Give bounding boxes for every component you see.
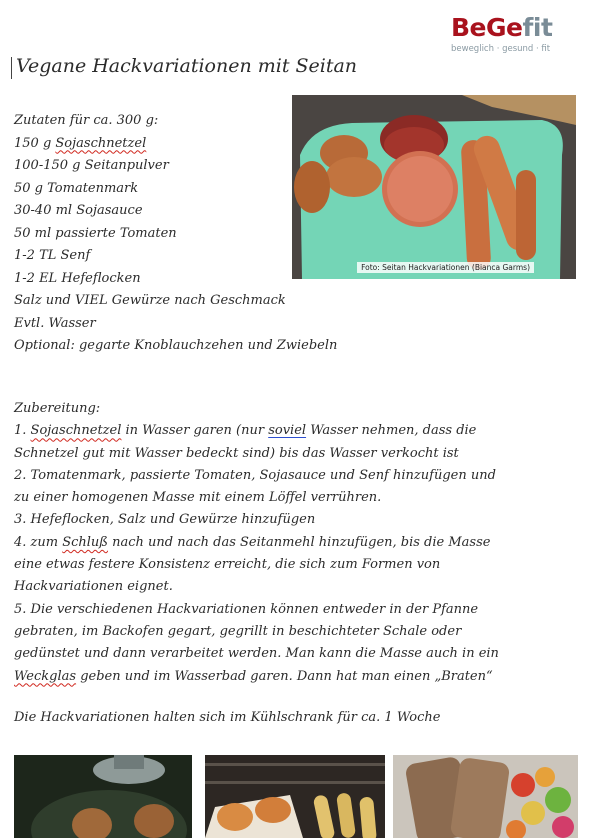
step-text: geben und im Wasserbad garen. Dann hat man einen „Braten“ bbox=[76, 668, 493, 684]
ingredients-list bbox=[14, 110, 338, 358]
preparation-section bbox=[14, 398, 584, 688]
plated-dish-illustration bbox=[393, 755, 578, 838]
ingredient-line: 100-150 g Seitanpulver bbox=[14, 158, 169, 173]
step-line: gedünstet und dann verarbeitet werden. Man kann die Masse auch in ein bbox=[14, 646, 499, 662]
seitan-photo-illustration bbox=[292, 95, 576, 279]
step-line: 2. Tomatenmark, passierte Tomaten, Sojasauce und Senf hinzufügen und bbox=[14, 467, 496, 483]
ingredient-line: 1-2 EL Hefeflocken bbox=[14, 270, 141, 286]
ingredient-line: Salz und VIEL Gewürze nach Geschmack bbox=[14, 293, 286, 308]
photo-oven-tray bbox=[205, 755, 385, 838]
ingredient-line: 30-40 ml Sojasauce bbox=[14, 203, 143, 218]
spellcheck-word: Schluß bbox=[62, 534, 108, 550]
page-title: Vegane Hackvariationen mit Seitan bbox=[16, 55, 358, 77]
storage-note: Die Hackvariationen halten sich im Kühlschrank für ca. 1 Woche bbox=[14, 710, 441, 725]
ingredient-line bbox=[14, 133, 304, 156]
step-line: zu einer homogenen Masse mit einem Löffel verrühren. bbox=[14, 490, 382, 506]
ingredient-line: Evtl. Wasser bbox=[14, 315, 96, 331]
logo-tagline: beweglich · gesund · fit bbox=[451, 44, 551, 54]
ingredient-line: Optional: gegarte Knoblauchzehen und Zwiebeln bbox=[14, 338, 338, 353]
grammar-check-word: soviel bbox=[268, 423, 307, 439]
begefit-logo bbox=[451, 14, 561, 54]
step-line bbox=[14, 532, 584, 554]
step-number: 1. bbox=[14, 423, 31, 439]
step-line: Schnetzel gut mit Wasser bedeckt sind) bis das Wasser verkocht ist bbox=[14, 445, 459, 461]
ingredient-item: Sojaschnetzel bbox=[55, 135, 147, 151]
step-line bbox=[14, 420, 584, 442]
step-line: eine etwas festere Konsistenz erreicht, die sich zum Formen von bbox=[14, 557, 441, 573]
logo-wordmark bbox=[451, 14, 561, 42]
photo-caption: Foto: Seitan Hackvariationen (Bianca Garms) bbox=[357, 262, 534, 273]
step-line: gebraten, im Backofen gegart, gegrillt in beschichteter Schale oder bbox=[14, 623, 462, 639]
ingredient-line: 50 ml passierte Tomaten bbox=[14, 225, 177, 241]
step-text: in Wasser garen (nur bbox=[121, 423, 269, 439]
step-line: Hackvariationen eignet. bbox=[14, 579, 173, 595]
ingredients-heading: Zutaten für ca. 300 g: bbox=[14, 113, 159, 128]
pan-patties-illustration bbox=[14, 755, 192, 838]
spellcheck-word: Sojaschnetzel bbox=[30, 423, 122, 439]
photo-plated-dish bbox=[393, 755, 578, 838]
preparation-heading: Zubereitung: bbox=[14, 401, 101, 416]
logo-brand-b: fit bbox=[522, 13, 553, 42]
photo-pan-patties bbox=[14, 755, 192, 838]
logo-brand-a: BeGe bbox=[451, 13, 523, 42]
oven-tray-illustration bbox=[205, 755, 385, 838]
ingredient-amount: 150 g bbox=[14, 135, 56, 151]
step-text: nach und nach das Seitanmehl hinzufügen, bis die Masse bbox=[108, 534, 491, 550]
step-text: 4. zum bbox=[14, 534, 63, 550]
step-line: 5. Die verschiedenen Hackvariationen können entweder in der Pfanne bbox=[14, 601, 479, 617]
step-text: Wasser nehmen, dass die bbox=[306, 423, 477, 439]
text-cursor bbox=[11, 57, 12, 79]
seitan-photo bbox=[292, 95, 576, 279]
ingredient-line: 1-2 TL Senf bbox=[14, 248, 91, 263]
spellcheck-word: Weckglas bbox=[14, 668, 77, 684]
step-line: 3. Hefeflocken, Salz und Gewürze hinzufügen bbox=[14, 512, 316, 528]
ingredient-line: 50 g Tomatenmark bbox=[14, 180, 139, 196]
step-line bbox=[14, 666, 584, 688]
